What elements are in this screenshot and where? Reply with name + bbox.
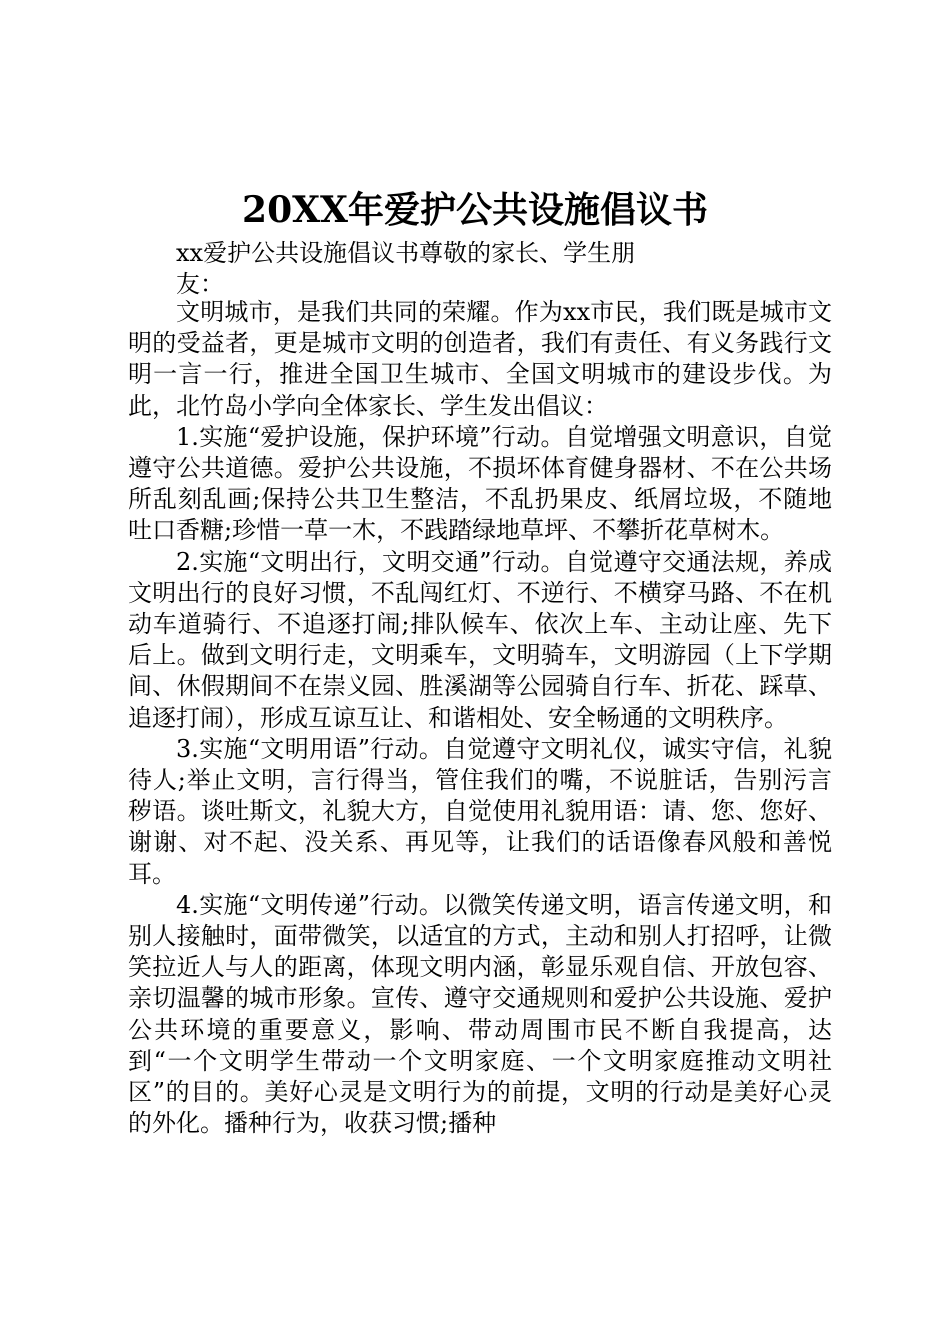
salutation: xx爱护公共设施倡议书尊敬的家长、学生朋友： [176, 239, 636, 299]
document-body [128, 297, 832, 1139]
paragraph-item-3: 3.实施“文明用语”行动。自觉遵守文明礼仪，诚实守信，礼貌待人;举止文明，言行得当，管住我们的嘴，不说脏话，告别污言秽语。谈吐斯文，礼貌大方，自觉使用礼貌用语：请、您、您好、谢谢、对不起、没关系、再见等，让我们的话语像春风般和善悦耳。 [128, 734, 832, 888]
paragraph-item-4: 4.实施“文明传递”行动。以微笑传递文明，语言传递文明，和别人接触时，面带微笑，以适宜的方式，主动和别人打招呼，让微笑拉近人与人的距离，体现文明内涵，彰显乐观自信、开放包容、亲切温馨的城市形象。宣传、遵守交通规则和爱护公共设施、爱护公共环境的重要意义，影响、带动周围市民不断自我提高，达到“一个文明学生带动一个文明家庭、一个文明家庭推动文明社区”的目的。美好心灵是文明行为的前提，文明的行动是美好心灵的外化。播种行为，收获习惯;播种 [128, 890, 832, 1138]
paragraph-intro: 文明城市，是我们共同的荣耀。作为xx市民，我们既是城市文明的受益者，更是城市文明的创造者，我们有责任、有义务践行文明一言一行，推进全国卫生城市、全国文明城市的建设步伐。为此，北竹岛小学向全体家长、学生发出倡议： [128, 298, 832, 420]
paragraph-item-1: 1.实施“爱护设施，保护环境”行动。自觉增强文明意识，自觉遵守公共道德。爱护公共设施，不损坏体育健身器材、不在公共场所乱刻乱画;保持公共卫生整洁，不乱扔果皮、纸屑垃圾，不随地吐口香糖;珍惜一草一木，不践踏绿地草坪、不攀折花草树木。 [128, 422, 832, 545]
paragraph-item-2: 2.实施“文明出行，文明交通”行动。自觉遵守交通法规，养成文明出行的良好习惯，不乱闯红灯、不逆行、不横穿马路、不在机动车道骑行、不追逐打闹;排队候车、依次上车、主动让座、先下后上。做到文明行走，文明乘车，文明骑车，文明游园（上下学期间、休假期间不在崇义园、胜溪湖等公园骑自行车、折花、踩草、追逐打闹），形成互谅互让、和谐相处、安全畅通的文明秩序。 [128, 547, 832, 732]
document-title: 20XX年爱护公共设施倡议书 [242, 189, 708, 231]
